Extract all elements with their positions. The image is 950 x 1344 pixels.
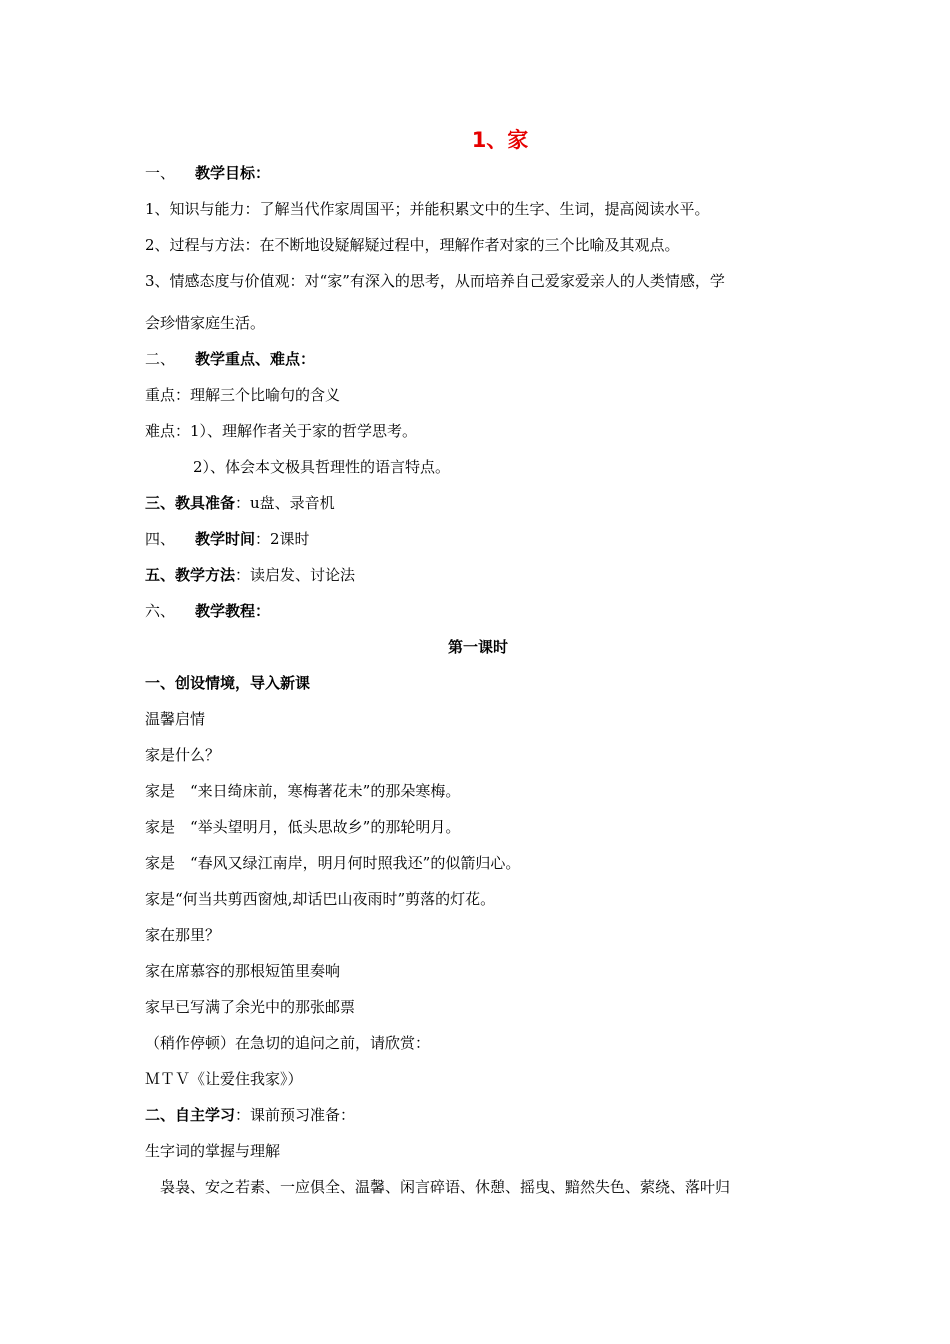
difficult-point-2: 2）、体会本文极具哲理性的语言特点。 xyxy=(193,458,451,476)
difficult-point-1: 难点：1）、理解作者关于家的哲学思考。 xyxy=(145,422,418,440)
section1-line: 家是 “春风又绿江南岸，明月何时照我还”的似箭归心。 xyxy=(145,854,521,872)
objective-item-3: 3、情感态度与价值观：对“家”有深入的思考，从而培养自己爱家爱亲人的人类情感，学 xyxy=(145,272,725,290)
section1-line: 家是 “来日绮床前，寒梅著花未”的那朵寒梅。 xyxy=(145,782,461,800)
objective-item-1: 1、知识与能力：了解当代作家周国平；并能积累文中的生字、生词，提高阅读水平。 xyxy=(145,200,710,218)
section1-line: 家是“何当共剪西窗烛,却话巴山夜雨时”剪落的灯花。 xyxy=(145,890,496,908)
section1-heading: 一、创设情境，导入新课 xyxy=(145,674,311,692)
section1-line: （稍作停顿）在急切的追问之前，请欣赏： xyxy=(145,1034,431,1052)
section1-line: 家是 “举头望明月，低头思故乡”的那轮明月。 xyxy=(145,818,461,836)
section1-line: 温馨启情 xyxy=(145,710,206,728)
process-heading: 六、 教学教程： xyxy=(145,602,271,620)
key-point: 重点：理解三个比喻句的含义 xyxy=(145,386,341,404)
section1-line: ＭＴＶ《让爱住我家》） xyxy=(145,1070,303,1088)
section1-line: 家在席慕容的那根短笛里奏响 xyxy=(145,962,341,980)
lesson-title: 第一课时 xyxy=(447,638,508,656)
objective-item-3-cont: 会珍惜家庭生活。 xyxy=(145,314,266,332)
section1-line: 家是什么？ xyxy=(145,746,221,764)
objective-item-2: 2、过程与方法：在不断地设疑解疑过程中，理解作者对家的三个比喻及其观点。 xyxy=(145,236,680,254)
section2-line: 袅袅、安之若素、一应俱全、温馨、闲言碎语、休憩、摇曳、黯然失色、萦绕、落叶归 xyxy=(145,1178,731,1196)
time-line: 四、 教学时间：2课时 xyxy=(145,530,310,548)
section1-line: 家早已写满了余光中的那张邮票 xyxy=(145,998,356,1016)
document-title: 1、家 xyxy=(471,128,529,152)
methods-line: 五、教学方法：读启发、讨论法 xyxy=(145,566,356,584)
keypoints-heading: 二、 教学重点、难点： xyxy=(145,350,316,368)
tools-line: 三、教具准备：u盘、录音机 xyxy=(145,494,335,512)
section1-line: 家在那里？ xyxy=(145,926,221,944)
section2-line: 生字词的掌握与理解 xyxy=(145,1142,281,1160)
objectives-heading: 一、 教学目标： xyxy=(145,164,271,182)
section2-heading: 二、自主学习：课前预习准备： xyxy=(145,1106,356,1124)
